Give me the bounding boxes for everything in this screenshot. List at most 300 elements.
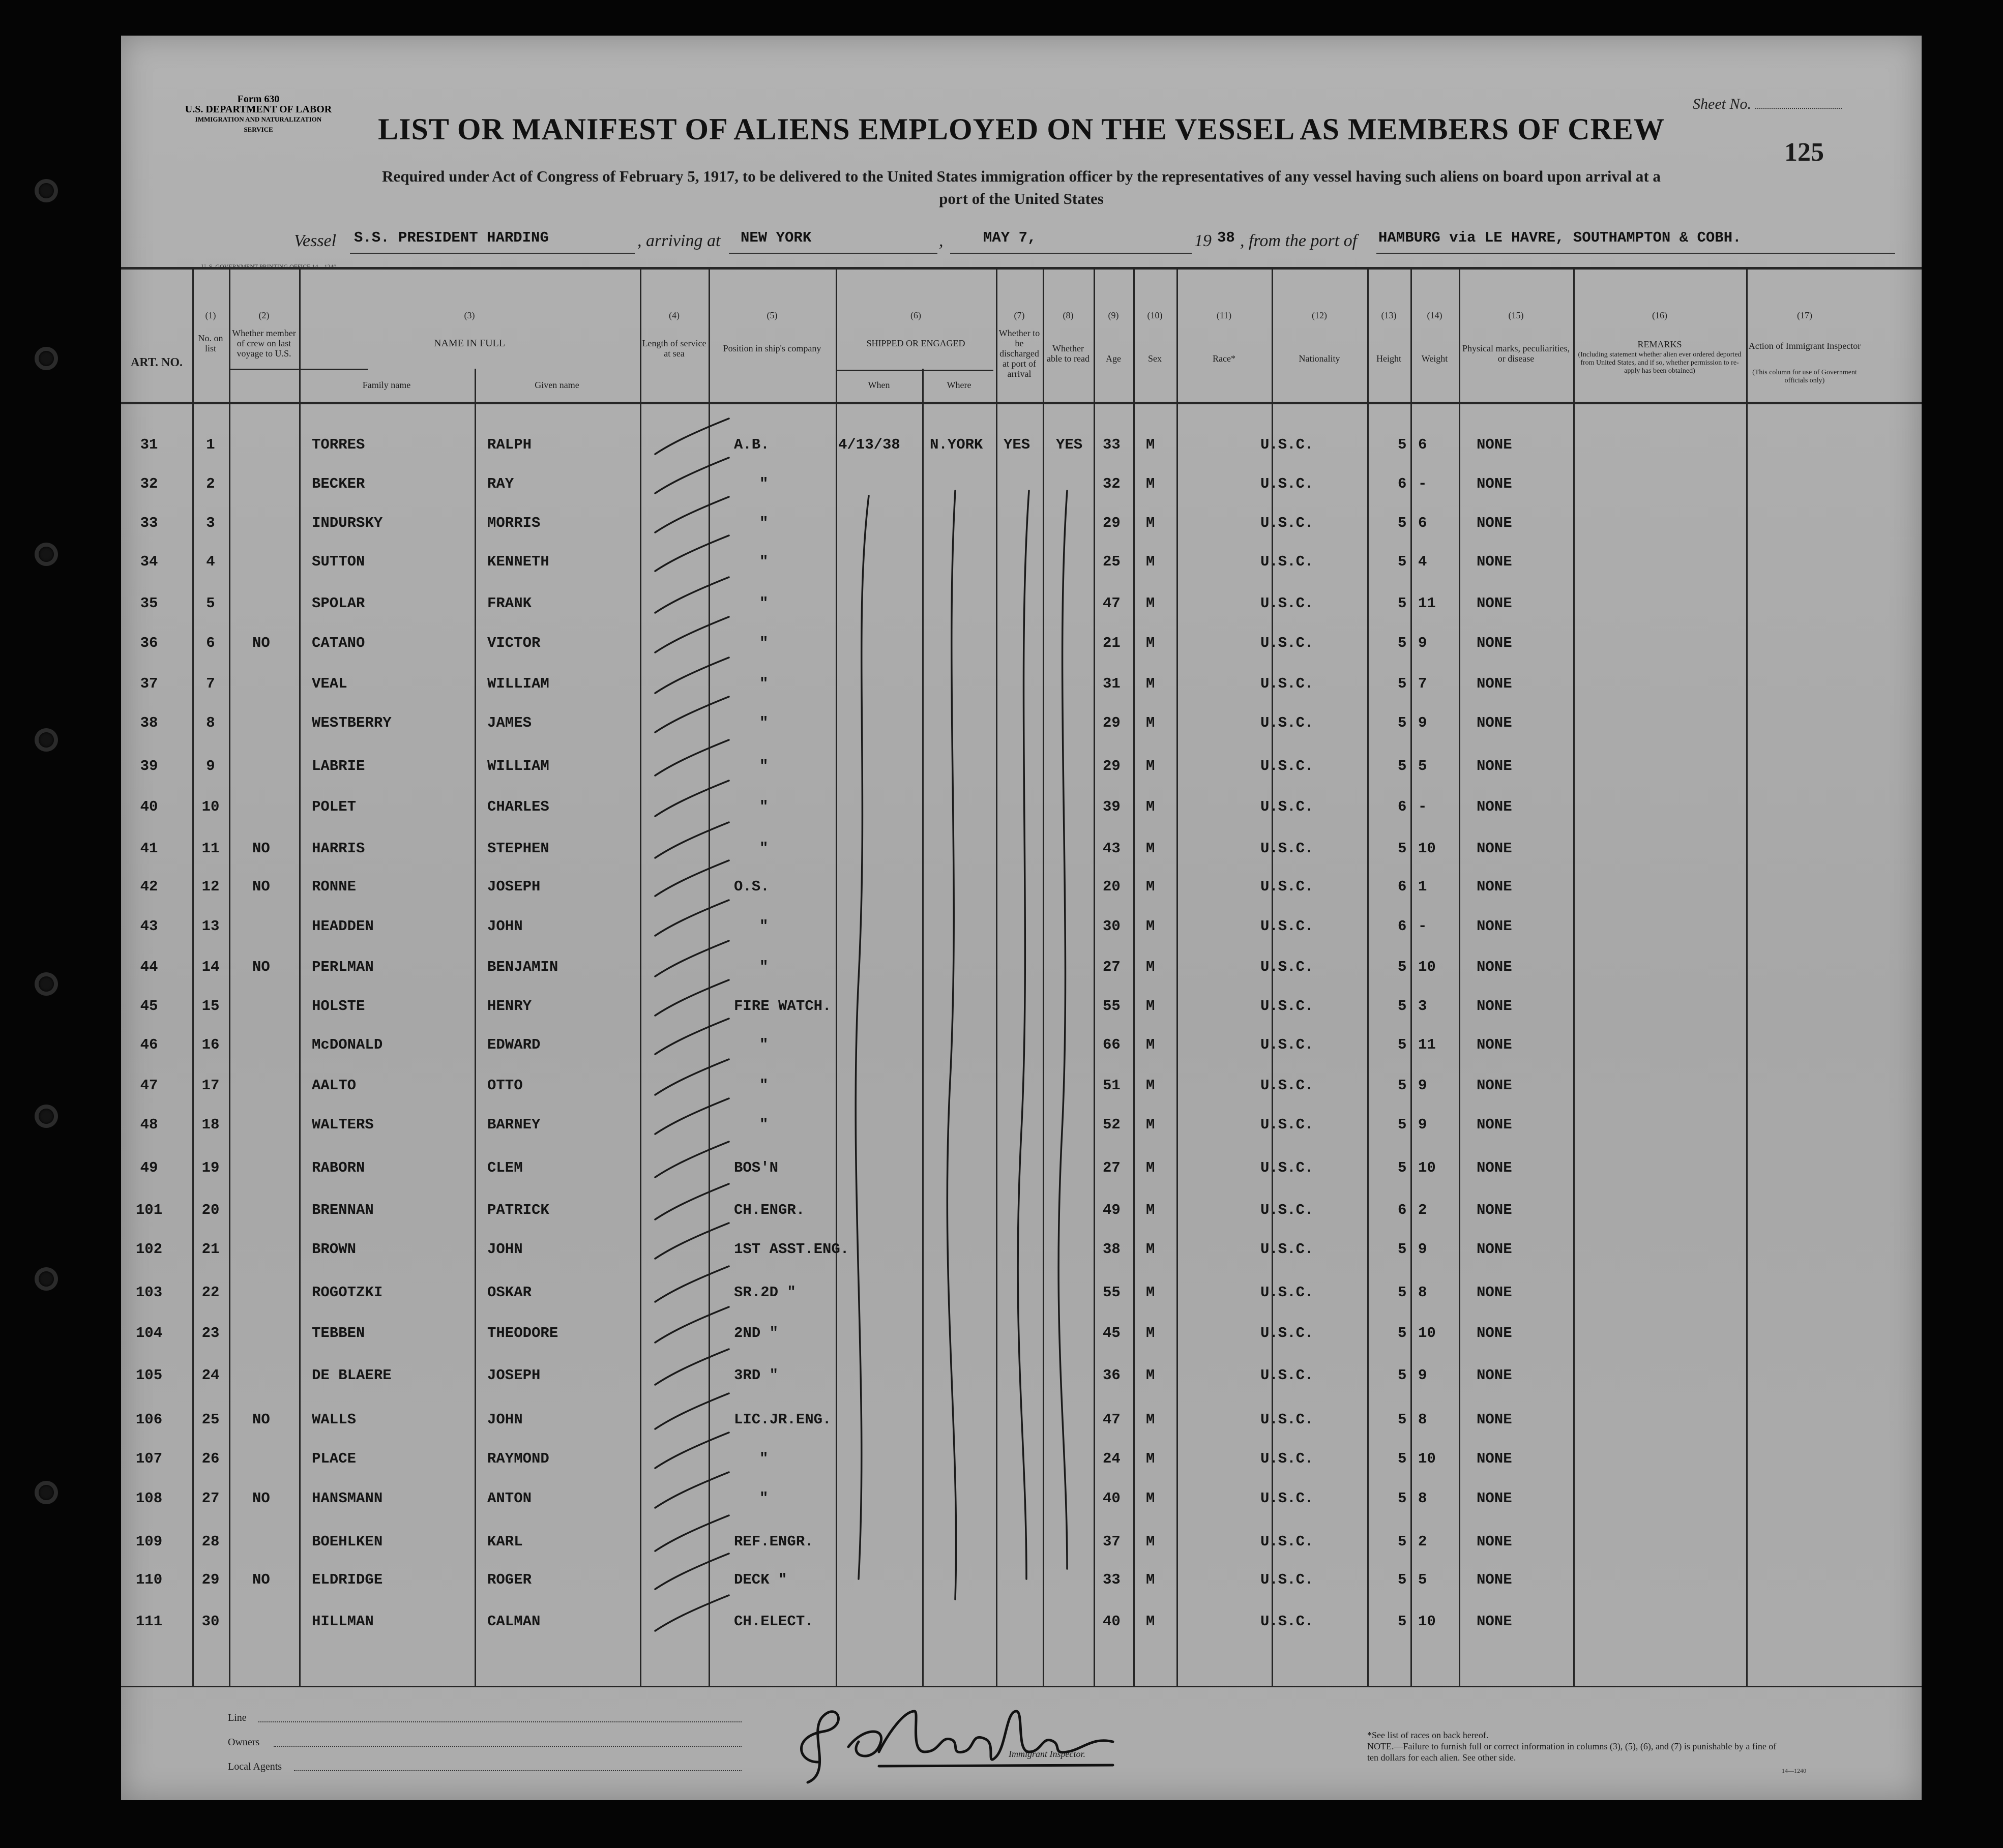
table-row [121, 1490, 1922, 1510]
cell-sex: M [1146, 1325, 1155, 1342]
table-row [121, 675, 1922, 696]
vessel-name: S.S. PRESIDENT HARDING [354, 229, 549, 246]
cell-family-name: WALTERS [312, 1116, 374, 1133]
cell-art-number: 40 [140, 798, 158, 815]
department-name: U.S. DEPARTMENT OF LABOR [185, 104, 332, 115]
cell-age: 30 [1103, 918, 1121, 935]
cell-nationality: U.S.C. [1260, 595, 1314, 612]
cell-age: 29 [1103, 758, 1121, 774]
table-row [121, 1411, 1922, 1432]
from-label: , from the port of [1240, 231, 1358, 250]
cell-nationality: U.S.C. [1260, 1116, 1314, 1133]
cell-physical-marks: NONE [1477, 1325, 1512, 1342]
cell-position: BOS'N [734, 1159, 779, 1176]
cell-sex: M [1146, 1450, 1155, 1467]
cell-list-number: 16 [201, 1036, 220, 1053]
cell-height-feet: 5 [1398, 1571, 1407, 1588]
cell-age: 66 [1103, 1036, 1121, 1053]
cell-nationality: U.S.C. [1260, 436, 1314, 453]
header-age: Age [1106, 353, 1121, 364]
cell-nationality: U.S.C. [1260, 1533, 1314, 1550]
cell-sex: M [1146, 758, 1155, 774]
cell-sex: M [1146, 675, 1155, 692]
binder-hole [39, 351, 54, 366]
table-row [121, 1450, 1922, 1471]
cell-nationality: U.S.C. [1260, 1159, 1314, 1176]
cell-family-name: BRENNAN [312, 1202, 374, 1218]
immigrant-inspector-label: Immigrant Inspector. [1009, 1749, 1085, 1759]
line-label: Line [228, 1712, 247, 1723]
cell-art-number: 38 [140, 714, 158, 731]
table-row [121, 1533, 1922, 1554]
cell-art-number: 108 [135, 1490, 163, 1507]
cell-nationality: U.S.C. [1260, 635, 1314, 651]
vessel-label: Vessel [294, 231, 337, 250]
cell-art-number: 37 [140, 675, 158, 692]
cell-last-voyage: NO [252, 1411, 270, 1428]
cell-given-name: WILLIAM [487, 675, 549, 692]
table-row [121, 798, 1922, 819]
cell-sex: M [1146, 1284, 1155, 1301]
cell-family-name: LABRIE [312, 758, 365, 774]
cell-age: 37 [1103, 1533, 1121, 1550]
cell-position: " [759, 714, 769, 731]
cell-last-voyage: NO [252, 1571, 270, 1588]
cell-height-inches: 8 [1418, 1284, 1427, 1301]
cell-list-number: 10 [201, 798, 220, 815]
cell-nationality: U.S.C. [1260, 1202, 1314, 1218]
cell-given-name: ROGER [487, 1571, 532, 1588]
cell-age: 36 [1103, 1367, 1121, 1384]
cell-given-name: CALMAN [487, 1613, 541, 1630]
cell-art-number: 43 [140, 918, 158, 935]
cell-age: 21 [1103, 635, 1121, 651]
cell-nationality: U.S.C. [1260, 1450, 1314, 1467]
cell-family-name: AALTO [312, 1077, 357, 1094]
cell-list-number: 20 [201, 1202, 220, 1218]
header-able-to-read: Whether able to read [1047, 343, 1089, 364]
table-row [121, 1325, 1922, 1345]
cell-art-number: 109 [135, 1533, 163, 1550]
header-length-of-service: Length of service at sea [642, 338, 706, 359]
cell-art-number: 35 [140, 595, 158, 612]
header-inspector-action: Action of Immigrant Inspector [1748, 341, 1861, 351]
cell-height-feet: 5 [1398, 1411, 1407, 1428]
cell-position: CH.ELECT. [734, 1613, 814, 1630]
cell-sex: M [1146, 1116, 1155, 1133]
cell-height-feet: 6 [1398, 918, 1407, 935]
cell-nationality: U.S.C. [1260, 1284, 1314, 1301]
cell-position: " [759, 475, 769, 492]
cell-position: 2ND " [734, 1325, 779, 1342]
cell-physical-marks: NONE [1477, 1533, 1512, 1550]
header-remarks: REMARKS [1637, 339, 1682, 349]
cell-given-name: VICTOR [487, 635, 541, 651]
sheet-number-field [1693, 96, 1842, 113]
cell-physical-marks: NONE [1477, 959, 1512, 975]
cell-list-number: 14 [201, 959, 220, 975]
cell-position: " [759, 959, 769, 975]
cell-physical-marks: NONE [1477, 1284, 1512, 1301]
owners-label: Owners [228, 1737, 260, 1748]
cell-list-number: 9 [206, 758, 215, 774]
cell-sex: M [1146, 1613, 1155, 1630]
cell-sex: M [1146, 1490, 1155, 1507]
table-row [121, 1284, 1922, 1304]
cell-given-name: CLEM [487, 1159, 523, 1176]
cell-height-feet: 5 [1398, 998, 1407, 1015]
cell-age: 33 [1103, 436, 1121, 453]
header-family-name: Family name [362, 380, 411, 390]
cell-last-voyage: NO [252, 878, 270, 895]
owners-field [274, 1746, 742, 1747]
table-row [121, 1202, 1922, 1222]
arrival-port: NEW YORK [741, 229, 812, 246]
table-row [121, 595, 1922, 615]
cell-list-number: 21 [201, 1241, 220, 1258]
cell-family-name: TEBBEN [312, 1325, 365, 1342]
cell-nationality: U.S.C. [1260, 918, 1314, 935]
cell-height-inches: 10 [1418, 1325, 1436, 1342]
inspector-signature [777, 1681, 1133, 1793]
cell-position: " [759, 758, 769, 774]
cell-art-number: 49 [140, 1159, 158, 1176]
cell-art-number: 31 [140, 436, 158, 453]
cell-nationality: U.S.C. [1260, 1367, 1314, 1384]
cell-nationality: U.S.C. [1260, 840, 1314, 857]
cell-position: " [759, 675, 769, 692]
service-name: IMMIGRATION AND NATURALIZATION SERVICE [195, 115, 322, 133]
cell-art-number: 42 [140, 878, 158, 895]
col-num-17: (17) [1797, 310, 1812, 320]
cell-height-feet: 5 [1398, 714, 1407, 731]
cell-position: " [759, 635, 769, 651]
cell-art-number: 101 [135, 1202, 163, 1218]
cell-height-feet: 5 [1398, 1241, 1407, 1258]
cell-family-name: DE BLAERE [312, 1367, 392, 1384]
cell-position: SR.2D " [734, 1284, 796, 1301]
cell-height-inches: 6 [1418, 515, 1427, 531]
cell-sex: M [1146, 1159, 1155, 1176]
cell-position: REF.ENGR. [734, 1533, 814, 1550]
local-agents-field [294, 1770, 742, 1771]
col-num-2: (2) [258, 310, 270, 320]
vessel-line: Vessel S.S. PRESIDENT HARDING , arriving at NEW YORK , MAY 7, 19 38 , from the port of HAMBURG via LE HAVRE, SOUTHAMPTON & COBH. [294, 231, 1896, 257]
cell-physical-marks: NONE [1477, 878, 1512, 895]
art-number-header: ART. NO. [130, 356, 183, 369]
header-where: Where [947, 380, 971, 390]
cell-family-name: POLET [312, 798, 357, 815]
header-remarks-note: (Including statement whether alien ever ordered deported from United States, and if so, whether permission to re-apply has been obtained) [1578, 351, 1742, 375]
cell-list-number: 24 [201, 1367, 220, 1384]
cell-height-inches: 9 [1418, 1367, 1427, 1384]
cell-age: 49 [1103, 1202, 1121, 1218]
cell-nationality: U.S.C. [1260, 675, 1314, 692]
col-num-12: (12) [1312, 310, 1327, 320]
year-suffix: 38 [1217, 229, 1235, 246]
header-race: Race* [1213, 353, 1235, 364]
cell-height-feet: 5 [1398, 1613, 1407, 1630]
cell-position: " [759, 798, 769, 815]
cell-physical-marks: NONE [1477, 675, 1512, 692]
cell-age: 51 [1103, 1077, 1121, 1094]
cell-height-feet: 5 [1398, 1533, 1407, 1550]
cell-given-name: CHARLES [487, 798, 549, 815]
binder-hole [39, 1485, 54, 1500]
col-num-13: (13) [1381, 310, 1397, 320]
cell-list-number: 8 [206, 714, 215, 731]
cell-family-name: INDURSKY [312, 515, 383, 531]
cell-list-number: 27 [201, 1490, 220, 1507]
cell-position: " [759, 840, 769, 857]
cell-art-number: 105 [135, 1367, 163, 1384]
cell-art-number: 32 [140, 475, 158, 492]
cell-position: " [759, 918, 769, 935]
cell-height-feet: 5 [1398, 1159, 1407, 1176]
cell-sex: M [1146, 436, 1155, 453]
cell-list-number: 22 [201, 1284, 220, 1301]
cell-height-inches: 3 [1418, 998, 1427, 1015]
cell-sex: M [1146, 1411, 1155, 1428]
cell-sex: M [1146, 878, 1155, 895]
cell-art-number: 45 [140, 998, 158, 1015]
cell-list-number: 15 [201, 998, 220, 1015]
cell-art-number: 107 [135, 1450, 163, 1467]
page-title: LIST OR MANIFEST OF ALIENS EMPLOYED ON THE VESSEL AS MEMBERS OF CREW [378, 112, 1665, 146]
table-row [121, 475, 1922, 496]
cell-height-feet: 6 [1398, 1202, 1407, 1218]
departure-ports: HAMBURG via LE HAVRE, SOUTHAMPTON & COBH. [1378, 229, 1742, 246]
col-num-9: (9) [1108, 310, 1119, 320]
cell-physical-marks: NONE [1477, 714, 1512, 731]
page-number: 125 [1784, 138, 1824, 167]
col-num-8: (8) [1063, 310, 1074, 320]
cell-family-name: HEADDEN [312, 918, 374, 935]
subtitle [223, 165, 1820, 210]
cell-height-inches: 2 [1418, 1533, 1427, 1550]
cell-last-voyage: NO [252, 1490, 270, 1507]
cell-height-inches: 10 [1418, 959, 1436, 975]
cell-list-number: 12 [201, 878, 220, 895]
cell-given-name: RALPH [487, 436, 532, 453]
races-note: *See list of races on back hereof. [1367, 1730, 1489, 1740]
cell-given-name: OSKAR [487, 1284, 532, 1301]
cell-nationality: U.S.C. [1260, 1490, 1314, 1507]
cell-physical-marks: NONE [1477, 1159, 1512, 1176]
cell-able-to-read: YES [1056, 436, 1083, 453]
cell-nationality: U.S.C. [1260, 959, 1314, 975]
table-row [121, 840, 1922, 860]
cell-height-inches: 9 [1418, 1241, 1427, 1258]
cell-given-name: KENNETH [487, 553, 549, 570]
cell-family-name: HARRIS [312, 840, 365, 857]
sheet-number-label: Sheet No. [1693, 96, 1751, 112]
cell-given-name: THEODORE [487, 1325, 558, 1342]
cell-given-name: JOSEPH [487, 878, 541, 895]
cell-list-number: 29 [201, 1571, 220, 1588]
cell-physical-marks: NONE [1477, 1450, 1512, 1467]
cell-nationality: U.S.C. [1260, 553, 1314, 570]
cell-height-inches: 5 [1418, 1571, 1427, 1588]
col-num-5: (5) [767, 310, 778, 320]
cell-height-feet: 5 [1398, 758, 1407, 774]
table-row [121, 1077, 1922, 1097]
cell-list-number: 25 [201, 1411, 220, 1428]
cell-height-feet: 5 [1398, 1284, 1407, 1301]
cell-age: 20 [1103, 878, 1121, 895]
col-num-6: (6) [910, 310, 921, 320]
cell-family-name: HOLSTE [312, 998, 365, 1015]
header-height: Height [1376, 353, 1401, 364]
table-row [121, 635, 1922, 655]
cell-list-number: 4 [206, 553, 215, 570]
cell-height-feet: 5 [1398, 1077, 1407, 1094]
cell-position: " [759, 595, 769, 612]
cell-family-name: RONNE [312, 878, 357, 895]
cell-sex: M [1146, 1533, 1155, 1550]
cell-family-name: McDONALD [312, 1036, 383, 1053]
cell-family-name: PERLMAN [312, 959, 374, 975]
cell-height-inches: 9 [1418, 635, 1427, 651]
cell-art-number: 41 [140, 840, 158, 857]
cell-list-number: 28 [201, 1533, 220, 1550]
cell-height-inches: 11 [1418, 1036, 1436, 1053]
col-num-15: (15) [1508, 310, 1524, 320]
cell-sex: M [1146, 1077, 1155, 1094]
cell-family-name: VEAL [312, 675, 347, 692]
cell-given-name: EDWARD [487, 1036, 541, 1053]
table-row [121, 515, 1922, 535]
cell-position: " [759, 553, 769, 570]
cell-nationality: U.S.C. [1260, 1241, 1314, 1258]
table-row [121, 1367, 1922, 1387]
cell-physical-marks: NONE [1477, 758, 1512, 774]
col-num-1: (1) [205, 310, 216, 320]
manifest-sheet [121, 36, 1922, 1800]
cell-position: " [759, 1450, 769, 1467]
cell-nationality: U.S.C. [1260, 714, 1314, 731]
cell-art-number: 106 [135, 1411, 163, 1428]
cell-age: 55 [1103, 1284, 1121, 1301]
cell-list-number: 3 [206, 515, 215, 531]
cell-position: " [759, 1490, 769, 1507]
cell-given-name: PATRICK [487, 1202, 549, 1218]
cell-family-name: CATANO [312, 635, 365, 651]
cell-height-inches: 6 [1418, 436, 1427, 453]
cell-sex: M [1146, 515, 1155, 531]
cell-age: 24 [1103, 1450, 1121, 1467]
cell-age: 27 [1103, 959, 1121, 975]
line-field [258, 1721, 742, 1722]
table-row [121, 436, 1922, 457]
year-prefix: 19 [1194, 231, 1212, 250]
binder-hole [39, 1109, 54, 1124]
table-row [121, 1613, 1922, 1633]
cell-age: 31 [1103, 675, 1121, 692]
header-inspector-note: (This column for use of Government officials only) [1752, 369, 1857, 384]
cell-height-feet: 6 [1398, 798, 1407, 815]
cell-position: FIRE WATCH. [734, 998, 832, 1015]
cell-given-name: OTTO [487, 1077, 523, 1094]
cell-given-name: HENRY [487, 998, 532, 1015]
cell-position: A.B. [734, 436, 770, 453]
cell-shipped-where: N.YORK [930, 436, 983, 453]
arriving-label: , arriving at [637, 231, 721, 250]
table-row [121, 1241, 1922, 1261]
cell-height-inches: 8 [1418, 1411, 1427, 1428]
table-row [121, 1571, 1922, 1592]
cell-position: " [759, 515, 769, 531]
cell-age: 38 [1103, 1241, 1121, 1258]
table-row [121, 1116, 1922, 1137]
cell-physical-marks: NONE [1477, 1613, 1512, 1630]
cell-family-name: PLACE [312, 1450, 357, 1467]
cell-age: 39 [1103, 798, 1121, 815]
cell-physical-marks: NONE [1477, 553, 1512, 570]
cell-given-name: FRANK [487, 595, 532, 612]
cell-age: 47 [1103, 595, 1121, 612]
cell-height-inches: 1 [1418, 878, 1427, 895]
col-num-7: (7) [1014, 310, 1025, 320]
cell-sex: M [1146, 595, 1155, 612]
cell-list-number: 13 [201, 918, 220, 935]
cell-given-name: BENJAMIN [487, 959, 558, 975]
col-num-10: (10) [1147, 310, 1163, 320]
cell-nationality: U.S.C. [1260, 998, 1314, 1015]
cell-sex: M [1146, 1571, 1155, 1588]
cell-height-feet: 5 [1398, 1450, 1407, 1467]
cell-height-feet: 5 [1398, 1036, 1407, 1053]
cell-sex: M [1146, 1036, 1155, 1053]
cell-art-number: 39 [140, 758, 158, 774]
cell-physical-marks: NONE [1477, 1367, 1512, 1384]
arrival-date: MAY 7, [983, 229, 1037, 246]
table-row [121, 918, 1922, 938]
cell-list-number: 1 [206, 436, 215, 453]
cell-height-inches: 10 [1418, 1613, 1436, 1630]
cell-family-name: WESTBERRY [312, 714, 392, 731]
table-row [121, 714, 1922, 735]
cell-family-name: ROGOTZKI [312, 1284, 383, 1301]
cell-physical-marks: NONE [1477, 1411, 1512, 1428]
table-row [121, 1036, 1922, 1057]
cell-nationality: U.S.C. [1260, 1325, 1314, 1342]
cell-age: 52 [1103, 1116, 1121, 1133]
cell-art-number: 34 [140, 553, 158, 570]
cell-given-name: KARL [487, 1533, 523, 1550]
header-shipped-engaged: SHIPPED OR ENGAGED [866, 338, 965, 348]
cell-height-inches: 2 [1418, 1202, 1427, 1218]
cell-age: 47 [1103, 1411, 1121, 1428]
cell-height-inches: - [1418, 918, 1427, 935]
cell-nationality: U.S.C. [1260, 798, 1314, 815]
table-row [121, 959, 1922, 979]
cell-family-name: HANSMANN [312, 1490, 383, 1507]
cell-height-feet: 5 [1398, 635, 1407, 651]
cell-physical-marks: NONE [1477, 1036, 1512, 1053]
cell-height-inches: 10 [1418, 1159, 1436, 1176]
col-num-14: (14) [1427, 310, 1442, 320]
cell-art-number: 104 [135, 1325, 163, 1342]
cell-position: 1ST ASST.ENG. [734, 1241, 849, 1258]
cell-last-voyage: NO [252, 840, 270, 857]
binder-hole [39, 547, 54, 562]
cell-nationality: U.S.C. [1260, 758, 1314, 774]
cell-art-number: 110 [135, 1571, 163, 1588]
cell-family-name: SUTTON [312, 553, 365, 570]
cell-art-number: 48 [140, 1116, 158, 1133]
header-discharged: Whether to be discharged at port of arrival [998, 328, 1040, 379]
